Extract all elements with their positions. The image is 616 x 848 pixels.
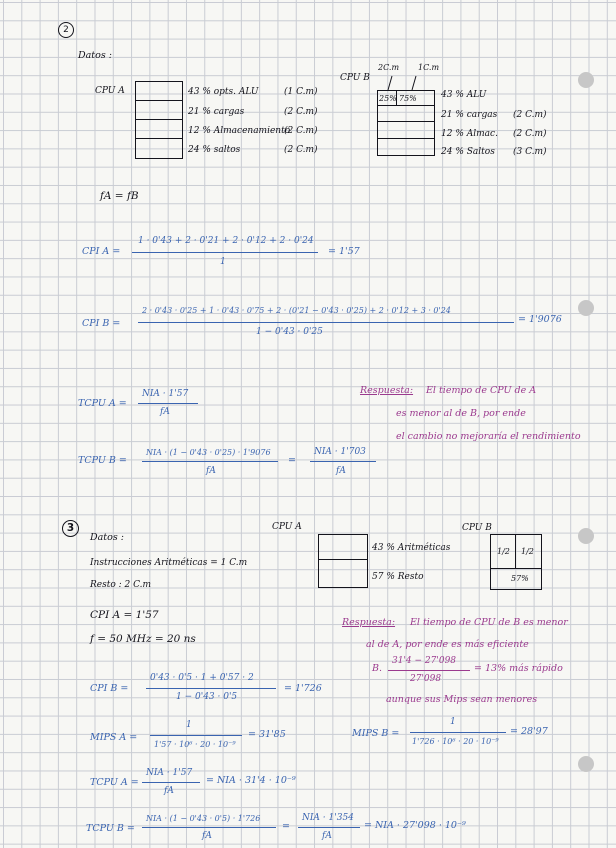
- tcpu-b-numerator: NIA · (1 − 0'43 · 0'25) · 1'9076: [146, 448, 271, 457]
- answer-2-line-3: el cambio no mejoraría el rendimiento: [396, 431, 581, 442]
- tcpu-a-3-denominator: fA: [164, 786, 174, 796]
- datos-label: Datos :: [78, 50, 112, 61]
- cpu-b-table: [377, 90, 435, 156]
- cpi-a-denominator: 1: [220, 257, 226, 267]
- instr-pct: 24 %: [188, 145, 211, 155]
- cpu-b-label-3: CPU B: [462, 523, 492, 533]
- instr-pct: 21 %: [441, 110, 464, 120]
- b-cell-left: 25%: [379, 94, 397, 103]
- mips-b-fraction-bar: [410, 732, 506, 733]
- tcpu-b-fraction-bar-2: [310, 461, 376, 462]
- mips-b-denominator: 1'726 · 10⁶ · 20 · 10⁻⁹: [412, 737, 499, 746]
- answer-2-label: Respuesta:: [360, 385, 414, 396]
- tcpu-b-equals: =: [288, 455, 296, 466]
- instr-name: Almac.: [466, 129, 498, 139]
- b-top-right-label: 1C.m: [418, 63, 440, 72]
- tcpu-a-numerator: NIA · 1'57: [142, 389, 189, 399]
- instr-pct: 24 %: [441, 147, 464, 157]
- tcpu-a-3-numerator: NIA · 1'57: [146, 768, 193, 778]
- mips-a-numerator: 1: [186, 720, 192, 730]
- mips-b-numerator: 1: [450, 717, 456, 727]
- tcpu-b-3-fraction-bar-2: [298, 827, 360, 828]
- answer-2-line-1: El tiempo de CPU de A: [426, 385, 537, 396]
- instr-cost: (1 C.m): [284, 87, 318, 97]
- arrows: [370, 70, 440, 92]
- mips-a-fraction-bar: [150, 735, 242, 736]
- cpi-b-numerator: 2 · 0'43 · 0'25 + 1 · 0'43 · 0'75 + 2 · (0'21 − 0'43 · 0'25) + 2 · 0'12 + 3 · 0'24: [142, 306, 451, 315]
- a-row-1: 43 % Aritméticas: [372, 543, 451, 553]
- cpu-a-label: CPU A: [95, 86, 125, 96]
- tcpu-b-3-denominator-2: fA: [322, 831, 332, 841]
- cpi-b-3-result: = 1'726: [284, 683, 322, 694]
- instr-name: ALU: [466, 90, 487, 100]
- tcpu-b-3-numerator: NIA · (1 − 0'43 · 0'5) · 1'726: [146, 814, 261, 823]
- tcpu-b-3-equals: =: [282, 821, 290, 832]
- tcpu-b-denominator-2: fA: [336, 466, 346, 476]
- tcpu-b-denominator: fA: [206, 466, 216, 476]
- cpi-b-3-numerator: 0'43 · 0'5 · 1 + 0'57 · 2: [150, 673, 254, 683]
- tcpu-a-denominator: fA: [160, 407, 170, 417]
- b-cell-right: 75%: [399, 94, 417, 103]
- tcpu-a-fraction-bar: [138, 403, 198, 404]
- instr-cost: (2 C.m): [513, 110, 547, 120]
- answer-3-line-4: aunque sus Mips sean menores: [386, 694, 538, 705]
- cpi-b-lhs: CPI B =: [82, 318, 121, 329]
- problem-2-number: 2: [58, 22, 74, 38]
- tcpu-b-lhs: TCPU B =: [78, 455, 127, 466]
- instr-name: Almacenamiento: [213, 126, 291, 136]
- tcpu-b-3-fraction-bar: [142, 827, 276, 828]
- instr-name: saltos: [213, 145, 241, 155]
- b-top-left-label: 2C.m: [378, 63, 400, 72]
- cpi-b-denominator: 1 − 0'43 · 0'25: [256, 327, 323, 337]
- instr-pct: 43 %: [441, 90, 464, 100]
- cpi-b-3-denominator: 1 − 0'43 · 0'5: [176, 692, 238, 702]
- a-row-2: 57 % Resto: [372, 572, 424, 582]
- cpu-b-label: CPU B: [340, 73, 370, 83]
- tcpu-b-3-denominator: fA: [202, 831, 212, 841]
- instr-name: cargas: [466, 110, 498, 120]
- tcpu-b-3-result: = NIA · 27'098 · 10⁻⁹: [364, 820, 466, 831]
- instr-name: opts. ALU: [213, 87, 259, 97]
- datos-label-3: Datos :: [90, 532, 124, 543]
- answer-3-label: Respuesta:: [342, 617, 396, 628]
- answer-3-line-1: El tiempo de CPU de B es menor: [410, 617, 568, 628]
- instr-cost: (2 C.m): [284, 107, 318, 117]
- cpi-b-3-lhs: CPI B =: [90, 683, 129, 694]
- mips-a-result: = 31'85: [248, 729, 286, 740]
- binder-hole: [578, 756, 594, 772]
- mips-b-result: = 28'97: [510, 726, 548, 737]
- cpu-b-table-3: [490, 534, 542, 590]
- tcpu-a-3-lhs: TCPU A =: [90, 777, 139, 788]
- cpi-a-result: = 1'57: [328, 246, 360, 257]
- instr-pct: 12 %: [188, 126, 211, 136]
- instr-cost: (2 C.m): [284, 126, 318, 136]
- cpi-b-result: = 1'9076: [518, 314, 562, 325]
- instr-cost: (2 C.m): [284, 145, 318, 155]
- instr-pct: 43 %: [188, 87, 211, 97]
- answer-3-fraction-bar: [388, 670, 470, 671]
- instr-cost: (3 C.m): [513, 147, 547, 157]
- tcpu-b-numerator-2: NIA · 1'703: [314, 447, 366, 457]
- problem-3-number: 3: [62, 520, 79, 537]
- answer-3-line-2: al de A, por ende es más eficiente: [366, 639, 529, 650]
- b-cell-1: 1/2: [497, 547, 510, 556]
- b-cell-3: 57%: [511, 574, 529, 583]
- tcpu-a-lhs: TCPU A =: [78, 398, 127, 409]
- cpi-b-fraction-bar: [138, 322, 514, 323]
- answer-3-line-3-prefix: B.: [372, 663, 383, 674]
- cpi-a-numerator: 1 · 0'43 + 2 · 0'21 + 2 · 0'12 + 2 · 0'24: [138, 236, 314, 246]
- data-line-1: Instrucciones Aritméticas = 1 C.m: [90, 558, 248, 568]
- tcpu-b-3-numerator-2: NIA · 1'354: [302, 813, 354, 823]
- cpi-a-3: CPI A = 1'57: [90, 609, 159, 621]
- binder-hole: [578, 300, 594, 316]
- mips-b-lhs: MIPS B =: [352, 728, 400, 739]
- cpi-a-lhs: CPI A =: [82, 246, 121, 257]
- tcpu-a-3-fraction-bar: [142, 782, 200, 783]
- answer-3-fraction-numerator: 31'4 − 27'098: [392, 656, 457, 666]
- cpu-a-table-3: [318, 534, 368, 588]
- instr-pct: 12 %: [441, 129, 464, 139]
- instr-name: Saltos: [466, 147, 495, 157]
- binder-hole: [578, 72, 594, 88]
- tcpu-a-3-result: = NIA · 31'4 · 10⁻⁹: [206, 775, 296, 786]
- answer-3-line-3-suffix: = 13% más rápido: [474, 663, 563, 674]
- cpi-a-fraction-bar: [132, 252, 318, 253]
- tcpu-b-3-lhs: TCPU B =: [86, 823, 135, 834]
- answer-2-line-2: es menor al de B, por ende: [396, 408, 526, 419]
- instr-cost: (2 C.m): [513, 129, 547, 139]
- data-line-2: Resto : 2 C.m: [90, 580, 152, 590]
- cpu-a-label-3: CPU A: [272, 522, 302, 532]
- mips-a-denominator: 1'57 · 10⁶ · 20 · 10⁻⁹: [154, 740, 236, 749]
- instr-pct: 21 %: [188, 107, 211, 117]
- cpu-a-table: [135, 81, 183, 159]
- instr-name: cargas: [213, 107, 245, 117]
- freq-3: f = 50 MHz = 20 ns: [90, 633, 196, 645]
- b-cell-2: 1/2: [521, 547, 534, 556]
- freq-equality: fA = fB: [100, 190, 139, 202]
- binder-hole: [578, 528, 594, 544]
- tcpu-b-fraction-bar: [142, 461, 278, 462]
- mips-a-lhs: MIPS A =: [90, 732, 138, 743]
- answer-3-fraction-denominator: 27'098: [410, 674, 442, 684]
- cpi-b-3-fraction-bar: [146, 688, 276, 689]
